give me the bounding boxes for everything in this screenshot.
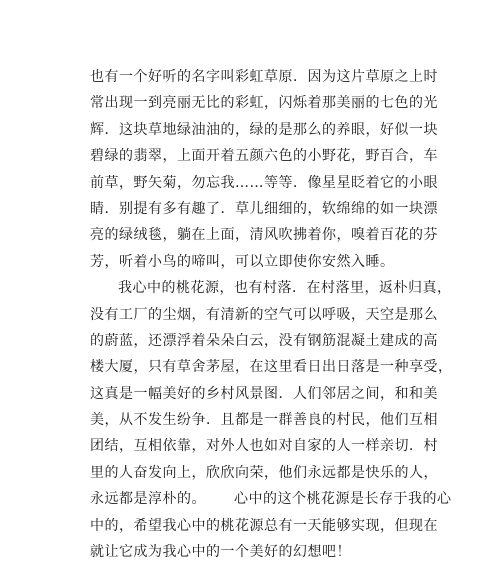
text-line: 辉．这块草地绿油油的，绿的是那么的养眼，好似一块 (90, 121, 438, 138)
text-line: 芳，听着小鸟的啼叫，可以立即使你安然入睡。 (90, 253, 395, 270)
text-line: 亮的绿绒毯，躺在上面，清风吹拂着你，嗅着百花的芬 (90, 227, 438, 244)
text-line: 也有一个好听的名字叫彩虹草原．因为这片草原之上时 (90, 69, 438, 85)
text-line: 这真是一幅美好的乡村风景图．人们邻居之间，和和美 (90, 385, 438, 402)
text-line: 团结，互相依靠，对外人也如对自家的人一样亲切．村 (90, 438, 438, 455)
text-line: 中的，希望我心中的桃花源总有一天能够实现，但现在 (90, 517, 438, 534)
text-line: 睛．别提有多有趣了．草儿细细的，软绵绵的如一块漂 (90, 200, 438, 217)
text-line: 里的人奋发向上，欣欣向荣，他们永远都是快乐的人， (90, 464, 438, 481)
document-text (90, 64, 470, 565)
text-line: 的蔚蓝，还漂浮着朵朵白云，没有钢筋混凝土建成的高 (90, 332, 438, 349)
text-line (90, 486, 470, 512)
text-line: 楼大厦，只有草舍茅屋，在这里看日出日落是一种享受， (90, 359, 453, 376)
paragraph-start-line: 我心中的桃花源，也有村落．在村落里，返朴归真， (118, 280, 452, 297)
text-line: 就让它成为我心中的一个美好的幻想吧！ (90, 544, 351, 561)
text-line: 常出现一到亮丽无比的彩虹，闪烁着那美丽的七色的光 (90, 95, 438, 112)
text-segment: 永远都是淳朴的。 (90, 491, 206, 508)
text-line: 前草，野矢菊，勿忘我……等等．像星星眨着它的小眼 (90, 174, 438, 191)
text-line: 美，从不发生纷争．且都是一群善良的村民，他们互相 (90, 412, 438, 429)
paragraph-start-segment: 心中的这个桃花源是长存于我的心 (234, 491, 452, 508)
text-line: 没有工厂的尘烟，有清新的空气可以呼吸，天空是那么 (90, 306, 438, 323)
text-line: 碧绿的翡翠，上面开着五颜六色的小野花，野百合，车 (90, 148, 438, 165)
